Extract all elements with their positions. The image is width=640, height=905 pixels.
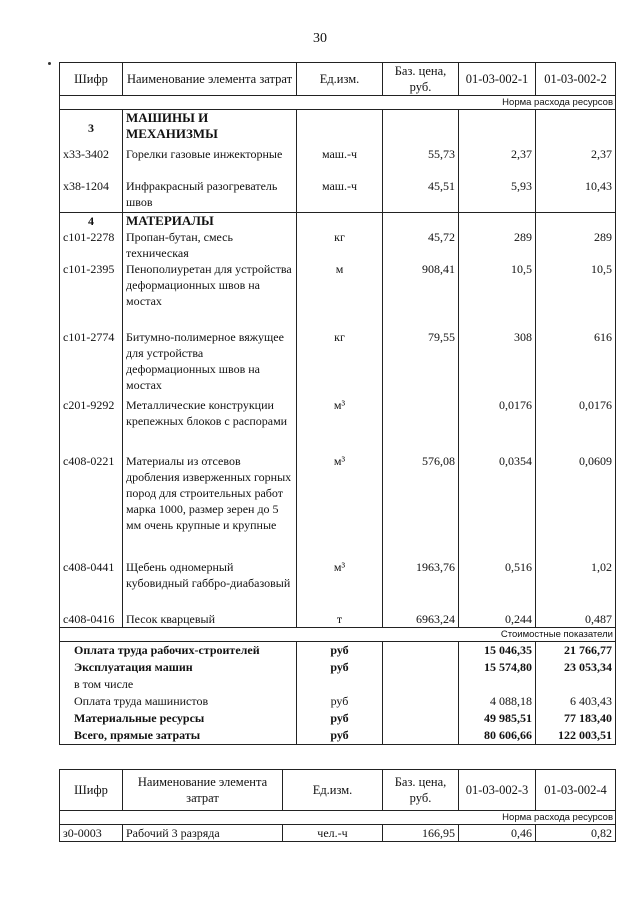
- row-price: 79,55: [383, 329, 459, 397]
- section-title: МАТЕРИАЛЫ: [123, 213, 297, 230]
- summary-label: Оплата труда рабочих-строителей: [60, 642, 297, 660]
- summary-value-2: 77 183,40: [536, 710, 616, 727]
- section-number: 3: [60, 110, 123, 146]
- header-code: Шифр: [60, 63, 123, 96]
- row-value-2: 0,0609: [536, 453, 616, 559]
- row-unit: т: [297, 611, 383, 628]
- summary-row: [60, 676, 616, 693]
- row-value-2: 1,02: [536, 559, 616, 611]
- row-name: Горелки газовые инжекторные: [123, 146, 297, 178]
- row-code: c101-2395: [60, 261, 123, 329]
- table-header: [60, 63, 616, 96]
- header-unit: Ед.изм.: [297, 63, 383, 96]
- header-price: Баз. цена, руб.: [383, 63, 459, 96]
- summary-row: [60, 727, 616, 745]
- header-col2: 01-03-002-4: [536, 770, 616, 811]
- resource-table: [59, 62, 616, 745]
- summary-unit: руб: [297, 710, 383, 727]
- table-row: [60, 329, 616, 397]
- row-name: Металлические конструкции крепежных блоков с распорами: [123, 397, 297, 453]
- row-unit: м³: [297, 397, 383, 453]
- header-unit: Ед.изм.: [283, 770, 383, 811]
- row-value-2: 0,82: [536, 825, 616, 842]
- row-code: x38-1204: [60, 178, 123, 213]
- header-col1: 01-03-002-3: [459, 770, 536, 811]
- row-price: 45,72: [383, 229, 459, 261]
- section-title: МАШИНЫ И МЕХАНИЗМЫ: [123, 110, 297, 146]
- row-code: c408-0221: [60, 453, 123, 559]
- row-value-1: 289: [459, 229, 536, 261]
- summary-label: в том числе: [60, 676, 297, 693]
- row-name: Битумно-полимерное вяжущее для устройства деформационных швов на мостах: [123, 329, 297, 397]
- summary-value-2: 23 053,34: [536, 659, 616, 676]
- summary-value-2: 6 403,43: [536, 693, 616, 710]
- header-col1: 01-03-002-1: [459, 63, 536, 96]
- summary-value-1: [459, 676, 536, 693]
- row-code: з0-0003: [60, 825, 123, 842]
- summary-unit: руб: [297, 659, 383, 676]
- row-name: Щебень одномерный кубовидный габбро-диабазовый: [123, 559, 297, 611]
- header-code: Шифр: [60, 770, 123, 811]
- summary-row: [60, 659, 616, 676]
- table-row: [60, 229, 616, 261]
- row-value-2: 10,43: [536, 178, 616, 213]
- section-number: 4: [60, 213, 123, 230]
- table-row: [60, 453, 616, 559]
- row-code: c101-2278: [60, 229, 123, 261]
- row-unit: кг: [297, 329, 383, 397]
- row-code: c101-2774: [60, 329, 123, 397]
- row-value-2: 2,37: [536, 146, 616, 178]
- row-price: 6963,24: [383, 611, 459, 628]
- summary-row: [60, 693, 616, 710]
- row-value-2: 10,5: [536, 261, 616, 329]
- table-row: [60, 261, 616, 329]
- summary-label: Эксплуатация машин: [60, 659, 297, 676]
- row-value-2: 0,487: [536, 611, 616, 628]
- summary-value-1: 15 046,35: [459, 642, 536, 660]
- row-value-1: 0,244: [459, 611, 536, 628]
- row-unit: м: [297, 261, 383, 329]
- row-code: c408-0416: [60, 611, 123, 628]
- summary-value-1: 4 088,18: [459, 693, 536, 710]
- table-row: [60, 559, 616, 611]
- summary-value-2: 21 766,77: [536, 642, 616, 660]
- header-name: Наименование элемента затрат: [123, 770, 283, 811]
- section-header: [60, 213, 616, 230]
- row-unit: чел.-ч: [283, 825, 383, 842]
- summary-row: [60, 642, 616, 660]
- row-value-1: 0,516: [459, 559, 536, 611]
- row-value-1: 10,5: [459, 261, 536, 329]
- resource-table-2: [59, 769, 616, 842]
- row-unit: м³: [297, 559, 383, 611]
- norm-label: Норма расхода ресурсов: [60, 96, 616, 110]
- summary-label: Всего, прямые затраты: [60, 727, 297, 745]
- row-price: 45,51: [383, 178, 459, 213]
- row-code: c408-0441: [60, 559, 123, 611]
- row-value-1: 5,93: [459, 178, 536, 213]
- summary-value-1: 49 985,51: [459, 710, 536, 727]
- table-row: [60, 397, 616, 453]
- row-price: 908,41: [383, 261, 459, 329]
- row-unit: маш.-ч: [297, 146, 383, 178]
- summary-unit: руб: [297, 642, 383, 660]
- header-price: Баз. цена, руб.: [383, 770, 459, 811]
- row-code: c201-9292: [60, 397, 123, 453]
- row-name: Рабочий 3 разряда: [123, 825, 283, 842]
- table-row: [60, 825, 616, 842]
- summary-value-1: 80 606,66: [459, 727, 536, 745]
- row-value-2: 616: [536, 329, 616, 397]
- cost-label: Стоимостные показатели: [60, 628, 616, 642]
- table-header: [60, 770, 616, 811]
- row-unit: маш.-ч: [297, 178, 383, 213]
- summary-value-2: [536, 676, 616, 693]
- section-header: [60, 110, 616, 146]
- row-name: Пропан-бутан, смесь техническая: [123, 229, 297, 261]
- header-name: Наименование элемента затрат: [123, 63, 297, 96]
- table-row: [60, 146, 616, 178]
- summary-unit: [297, 676, 383, 693]
- row-value-2: 0,0176: [536, 397, 616, 453]
- summary-row: [60, 710, 616, 727]
- summary-value-2: 122 003,51: [536, 727, 616, 745]
- norm-label: Норма расхода ресурсов: [60, 811, 616, 825]
- row-price: 1963,76: [383, 559, 459, 611]
- row-price: [383, 397, 459, 453]
- row-value-1: 0,0354: [459, 453, 536, 559]
- row-value-1: 0,46: [459, 825, 536, 842]
- summary-label: Материальные ресурсы: [60, 710, 297, 727]
- summary-value-1: 15 574,80: [459, 659, 536, 676]
- row-value-1: 0,0176: [459, 397, 536, 453]
- summary-unit: руб: [297, 693, 383, 710]
- row-unit: кг: [297, 229, 383, 261]
- header-col2: 01-03-002-2: [536, 63, 616, 96]
- row-name: Инфракрасный разогреватель швов: [123, 178, 297, 213]
- page-number: 30: [313, 31, 327, 46]
- summary-unit: руб: [297, 727, 383, 745]
- summary-label: Оплата труда машинистов: [60, 693, 297, 710]
- row-value-2: 289: [536, 229, 616, 261]
- table-row: [60, 611, 616, 628]
- row-unit: м³: [297, 453, 383, 559]
- scan-mark: [48, 62, 51, 65]
- row-price: 166,95: [383, 825, 459, 842]
- row-value-1: 2,37: [459, 146, 536, 178]
- row-value-1: 308: [459, 329, 536, 397]
- row-code: x33-3402: [60, 146, 123, 178]
- row-name: Материалы из отсевов дробления изверженных горных пород для строительных работ марка 1000, размер зерен до 5 мм очень крупные и крупные: [123, 453, 297, 559]
- row-name: Пенополиуретан для устройства деформационных швов на мостах: [123, 261, 297, 329]
- row-price: 576,08: [383, 453, 459, 559]
- row-price: 55,73: [383, 146, 459, 178]
- row-name: Песок кварцевый: [123, 611, 297, 628]
- table-row: [60, 178, 616, 213]
